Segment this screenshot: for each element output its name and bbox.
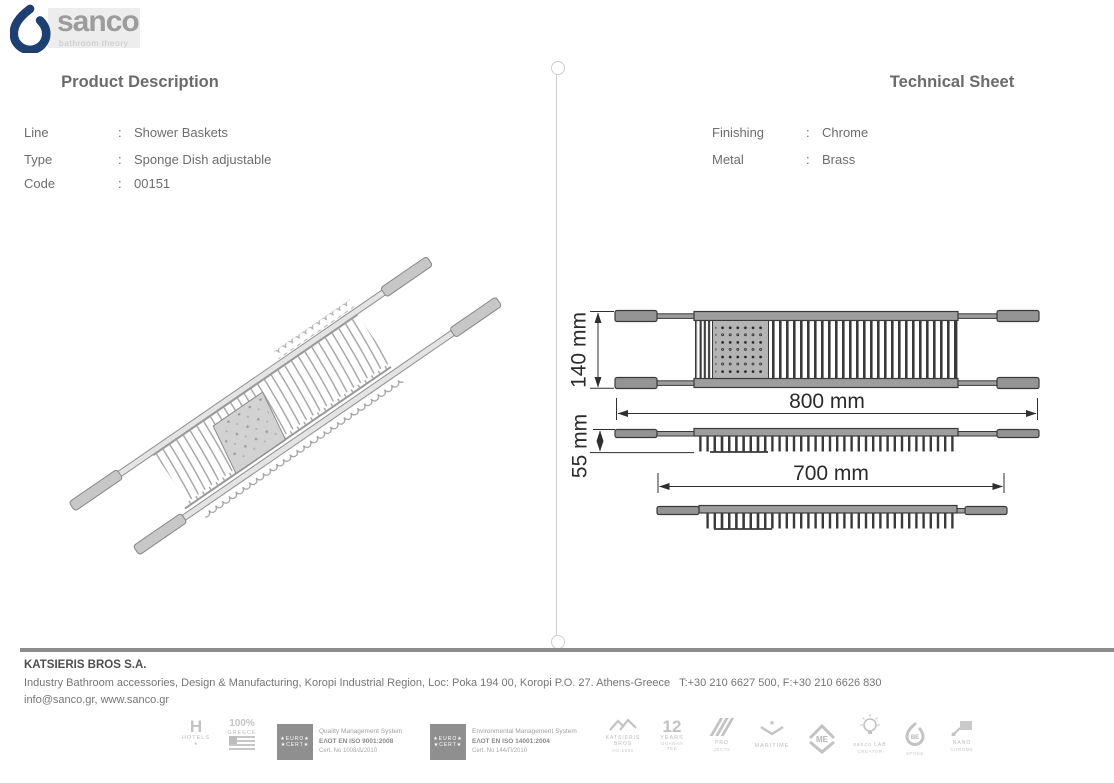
eurocert-quality-badge: ★EURO★ ★CERT★ (277, 724, 313, 760)
dim-55-label: 55 mm (568, 413, 592, 479)
front-rail-right-cap (449, 297, 501, 338)
badge-bespoke: BE SPOKE (896, 722, 934, 757)
field-type-value: Sponge Dish adjustable (134, 152, 272, 167)
badge-100-greece: 100% GREECE (220, 718, 264, 755)
badge-maritime: ★ MARITIME (754, 720, 790, 750)
top-view (615, 311, 1039, 389)
bespoke-drop-icon (904, 722, 926, 746)
me-label: ME (816, 735, 828, 744)
dim-140-label: 140 mm (567, 312, 591, 388)
badge-me (802, 722, 842, 761)
colon: : (118, 176, 122, 191)
back-rail-left-cap (69, 469, 123, 511)
side-view-retracted (657, 506, 1007, 530)
side-view-extended (615, 429, 1039, 453)
technical-sheet-title: Technical Sheet (889, 73, 1015, 91)
badge-projects: PRO JECTS (702, 718, 742, 752)
svg-text:★: ★ (768, 720, 776, 727)
badge-katsieris: KATSIERIS BROS est.1980 (598, 718, 648, 753)
field-line-label: Line (24, 125, 49, 140)
back-rail-right-cap (380, 256, 432, 297)
badge-12-years: 12 YEARS GUARAN TEE (660, 717, 684, 752)
dim-800-label: 800 mm (789, 390, 865, 413)
technical-drawing (560, 280, 1114, 550)
hotels-icon: H (189, 717, 203, 736)
field-type (24, 152, 271, 167)
field-finishing-label: Finishing (712, 125, 765, 140)
greece-flag-icon (229, 736, 255, 750)
colon: : (118, 125, 122, 140)
brand-name: sanco (57, 5, 139, 38)
top-view-dense-bars (698, 321, 713, 379)
sanco-drop-icon (10, 3, 52, 53)
roofs-icon (608, 718, 638, 731)
footer-address: Industry Bathroom accessories, Design & Manufacturing, Koropi Industrial Region, Loc: Poka 194 00, Koropi P.O. 27. Athens-Greece T:+30 210 6627 500, F:+30 210 6626 830 (24, 677, 882, 689)
field-finishing (712, 125, 868, 140)
eurocert-env-badge: ★EURO★ ★CERT★ (430, 724, 466, 760)
me-diamond-icon (806, 722, 838, 756)
divider-top-dot (551, 61, 565, 75)
dim-700-label: 700 mm (793, 462, 869, 485)
field-code-label: Code (24, 176, 56, 191)
field-metal-label: Metal (712, 152, 744, 167)
lightbulb-icon (858, 714, 882, 738)
top-view-bars (769, 321, 957, 379)
side-ret-plate-hangers (714, 513, 772, 530)
footer-rule (20, 648, 1114, 652)
colon: : (806, 125, 810, 140)
colon: : (118, 152, 122, 167)
brand-tagline: bathroom theory (59, 38, 129, 48)
field-metal (712, 152, 855, 167)
field-metal-value: Brass (822, 152, 856, 167)
slashes-icon (709, 718, 735, 736)
nano-icon (951, 720, 973, 736)
svg-text:BE: BE (910, 735, 920, 741)
badge-hotels: H HOTELS ★ (174, 718, 218, 746)
badge-nano-chrome: NANO CHROME (940, 720, 984, 752)
footer-web: info@sanco.gr, www.sanco.gr (24, 694, 170, 706)
field-line-value: Shower Baskets (134, 125, 228, 140)
side-ext-plate-hangers (710, 436, 768, 453)
maritime-icon (757, 718, 787, 738)
field-type-label: Type (24, 152, 53, 167)
badge-sanco-lab: sanco LAB CREATOR (848, 714, 892, 754)
colon: : (806, 152, 810, 167)
dim-140 (590, 312, 614, 389)
field-code-value: 00151 (134, 176, 171, 191)
eurocert-env-text: Environmental Management System ΕΛΟΤ EN ISO 14001:2004 Cert. No 144/Π/2010 (472, 728, 577, 754)
footer-company: KATSIERIS BROS S.A. (24, 659, 147, 671)
top-view-plate-dots (716, 324, 766, 376)
product-description-title: Product Description (61, 73, 219, 91)
side-ret-right-cap (965, 507, 1007, 515)
front-rail-left-cap (133, 513, 187, 555)
divider-bottom-dot (551, 635, 565, 649)
column-divider (556, 74, 557, 635)
field-finishing-value: Chrome (822, 125, 869, 140)
eurocert-quality-text: Quality Management System ΕΛΟΤ EN ISO 9001:2008 Cert. No 1008/Δ/2010 (319, 728, 403, 754)
side-ret-left-cap (657, 507, 699, 515)
field-line (24, 125, 228, 140)
field-code (24, 176, 170, 191)
product-3d-drawing (55, 238, 515, 563)
